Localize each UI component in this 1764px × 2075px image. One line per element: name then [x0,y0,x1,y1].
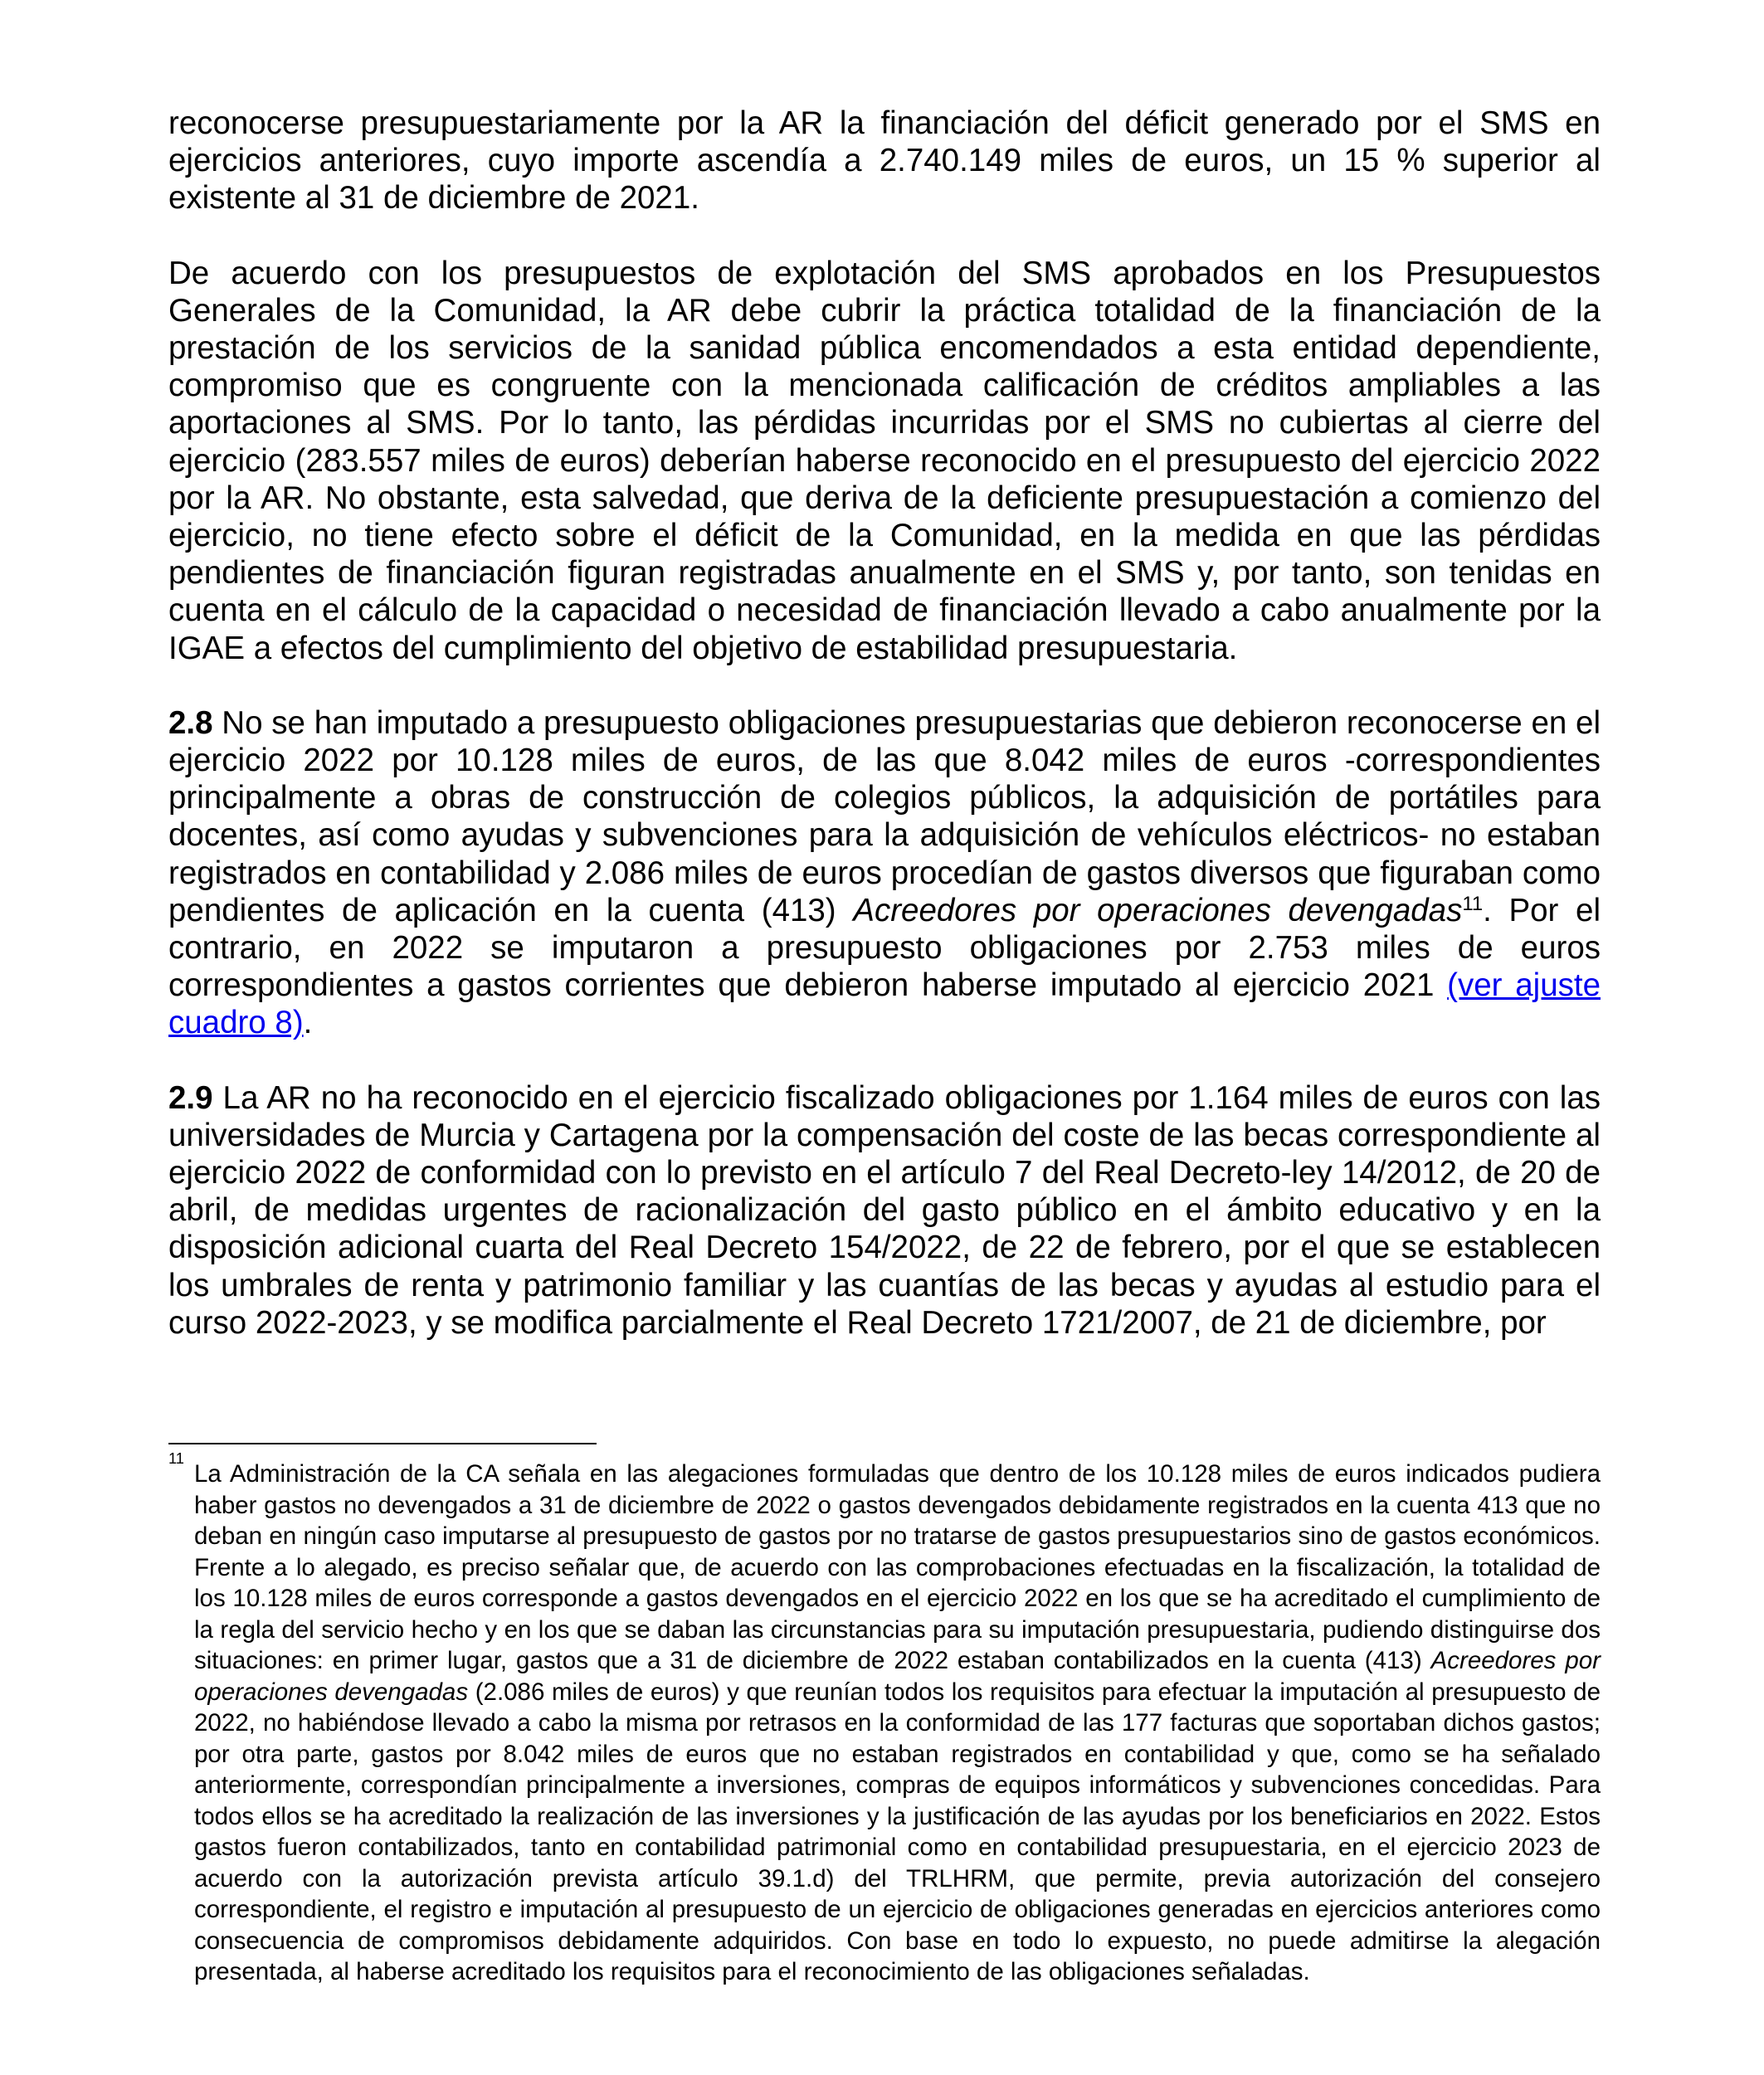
paragraph-text: reconocerse presupuestariamente por la AR la financiación del déficit generado por el SMS en ejercicios anteriores, cuyo importe ascendía a 2.740.149 miles de euros, un 15 % superior al existente al 31 de diciembre de 2021. [168,105,1601,217]
paragraph-text: No se han imputado a presupuesto obligaciones presupuestarias que debieron reconocerse en el ejercicio 2022 por 10.128 miles de euros, de las que 8.042 miles de euros -correspondientes principalmente a obras de construcción de colegios públicos, la adquisición de portátiles para docentes, así como ayudas y subvenciones para la adquisición de vehículos eléctricos- no estaban registrados en contabilidad y 2.086 miles de euros procedían de gastos diversos que figuraban como pendientes de aplicación en la cuenta (413) [168,704,1601,928]
paragraph-text: . Por el contrario, en 2022 se imputaron a presupuesto obligaciones por 2.753 miles de euros correspondientes a gastos corrientes que debieron haberse imputado al ejercicio 2021 [168,892,1601,1004]
paragraph-2-9 [168,1079,1601,1342]
paragraph-number: 2.9 [168,1079,213,1116]
document-body [168,105,1601,1379]
footnote-text-part: La Administración de la CA señala en las alegaciones formuladas que dentro de los 10.128 miles de euros indicados pudiera haber gastos no devengados a 31 de diciembre de 2022 o gastos devengados debidamente registrados en la cuenta 413 que no deban en ningún caso imputarse al presupuesto de gastos por no tratarse de gastos presupuestarios sino de gastos económicos. Frente a lo alegado, es preciso señalar que, de acuerdo con las comprobaciones efectuadas en la fiscalización, la totalidad de los 10.128 miles de euros corresponde a gastos devengados en el ejercicio 2022 en los que se ha acreditado el cumplimiento de la regla del servicio hecho y en los que se daban las circunstancias para su imputación presupuestaria, pudiendo distinguirse dos situaciones: en primer lugar, gastos que a 31 de diciembre de 2022 estaban contabilizados en la cuenta (413) [194,1460,1601,1674]
footnote-reference[interactable]: 11 [1462,892,1484,915]
paragraph-continuation [168,105,1601,217]
paragraph-text: De acuerdo con los presupuestos de explotación del SMS aprobados en los Presupuestos Generales de la Comunidad, la AR debe cubrir la práctica totalidad de la financiación de la prestación de los servicios de la sanidad pública encomendados a esta entidad dependiente, compromiso que es congruente con la mencionada calificación de créditos ampliables a las aportaciones al SMS. Por lo tanto, las pérdidas incurridas por el SMS no cubiertas al cierre del ejercicio (283.557 miles de euros) deberían haberse reconocido en el presupuesto del ejercicio 2022 por la AR. No obstante, esta salvedad, que deriva de la deficiente presupuestación a comienzo del ejercicio, no tiene efecto sobre el déficit de la Comunidad, en la medida en que las pérdidas pendientes de financiación figuran registradas anualmente en el SMS y, por tanto, son tenidas en cuenta en el cálculo de la capacidad o necesidad de financiación llevado a cabo anualmente por la IGAE a efectos del cumplimiento del objetivo de estabilidad presupuestaria. [168,255,1601,666]
paragraph-2-8 [168,704,1601,1042]
paragraph-sms-financing [168,255,1601,667]
cuadro-8-link[interactable]: (ver ajuste cuadro 8) [168,967,1601,1041]
footnote-separator [168,1443,597,1444]
footnote-text [194,1459,1601,1988]
account-name-italic: Acreedores por operaciones devengadas [194,1647,1601,1706]
paragraph-text: La AR no ha reconocido en el ejercicio fiscalizado obligaciones por 1.164 miles de euros con las universidades de Murcia y Cartagena por la compensación del coste de las becas correspondiente al ejercicio 2022 de conformidad con lo previsto en el artículo 7 del Real Decreto-ley 14/2012, de 20 de abril, de medidas urgentes de racionalización del gasto público en el ámbito educativo y en la disposición adicional cuarta del Real Decreto 154/2022, de 22 de febrero, por el que se establecen los umbrales de renta y patrimonio familiar y las cuantías de las becas y ayudas al estudio para el curso 2022-2023, y se modifica parcialmente el Real Decreto 1721/2007, de 21 de diciembre, por [168,1079,1601,1341]
paragraph-end: . [303,1005,313,1041]
footnote-text-part: (2.086 miles de euros) y que reunían todos los requisitos para efectuar la imputación al presupuesto de 2022, no habiéndose llevado a cabo la misma por retrasos en la conformidad de las 177 facturas que soportaban dichos gastos; por otra parte, gastos por 8.042 miles de euros que no estaban registrados en contabilidad y que, como se ha señalado anteriormente, correspondían principalmente a inversiones, compras de equipos informáticos y subvenciones concedidas. Para todos ellos se ha acreditado la realización de las inversiones y la justificación de las ayudas por los beneficiarios en 2022. Estos gastos fueron contabilizados, tanto en contabilidad patrimonial como en contabilidad presupuestaria, en el ejercicio 2023 de acuerdo con la autorización prevista artículo 39.1.d) del TRLHRM, que permite, previa autorización del consejero correspondiente, el registro e imputación al presupuesto de un ejercicio de obligaciones generadas en ejercicios anteriores como consecuencia de compromisos debidamente adquiridos. Con base en todo lo expuesto, no puede admitirse la alegación presentada, al haberse acreditado los requisitos para el reconocimiento de las obligaciones señaladas. [194,1678,1601,1985]
paragraph-number: 2.8 [168,704,213,741]
footnote-11: 11 La Administración de la CA señala en las alegaciones formuladas que dentro de los 10.128 miles de euros indicados pudiera haber gastos no devengados a 31 de diciembre de 2022 o gastos devengados debidamente registrados en la cuenta 413 que no deban en ningún caso imputarse al presupuesto de gastos por no tratarse de gastos presupuestarios sino de gastos económicos. Frente a lo alegado, es preciso señalar que, de acuerdo con las comprobaciones efectuadas en la fiscalización, la totalidad de los 10.128 miles de euros corresponde a gastos devengados en el ejercicio 2022 en los que se ha acreditado el cumplimiento de la regla del servicio hecho y en los que se daban las circunstancias para su imputación presupuestaria, pudiendo distinguirse dos situaciones: en primer lugar, gastos que a 31 de diciembre de 2022 estaban contabilizados en la cuenta (413) Acreedores por operaciones devengadas (2.086 miles de euros) y que reunían todos los requisitos para efectuar la imputación al presupuesto de 2022, no habiéndose llevado a cabo la misma por retrasos en la conformidad de las 177 facturas que soportaban dichos gastos; por otra parte, gastos por 8.042 miles de euros que no estaban registrados en contabilidad y que, como se ha señalado anteriormente, correspondían principalmente a inversiones, compras de equipos informáticos y subvenciones concedidas. Para todos ellos se ha acreditado la realización de las inversiones y la justificación de las ayudas por los beneficiarios en 2022. Estos gastos fueron contabilizados, tanto en contabilidad patrimonial como en contabilidad presupuestaria, en el ejercicio 2023 de acuerdo con la autorización prevista artículo 39.1.d) del TRLHRM, que permite, previa autorización del consejero correspondiente, el registro e imputación al presupuesto de un ejercicio de obligaciones generadas en ejercicios anteriores como consecuencia de compromisos debidamente adquiridos. Con base en todo lo expuesto, no puede admitirse la alegación presentada, al haberse acreditado los requisitos para el reconocimiento de las obligaciones señaladas. [168,1459,1601,1988]
account-name-italic: Acreedores por operaciones devengadas [853,892,1463,928]
